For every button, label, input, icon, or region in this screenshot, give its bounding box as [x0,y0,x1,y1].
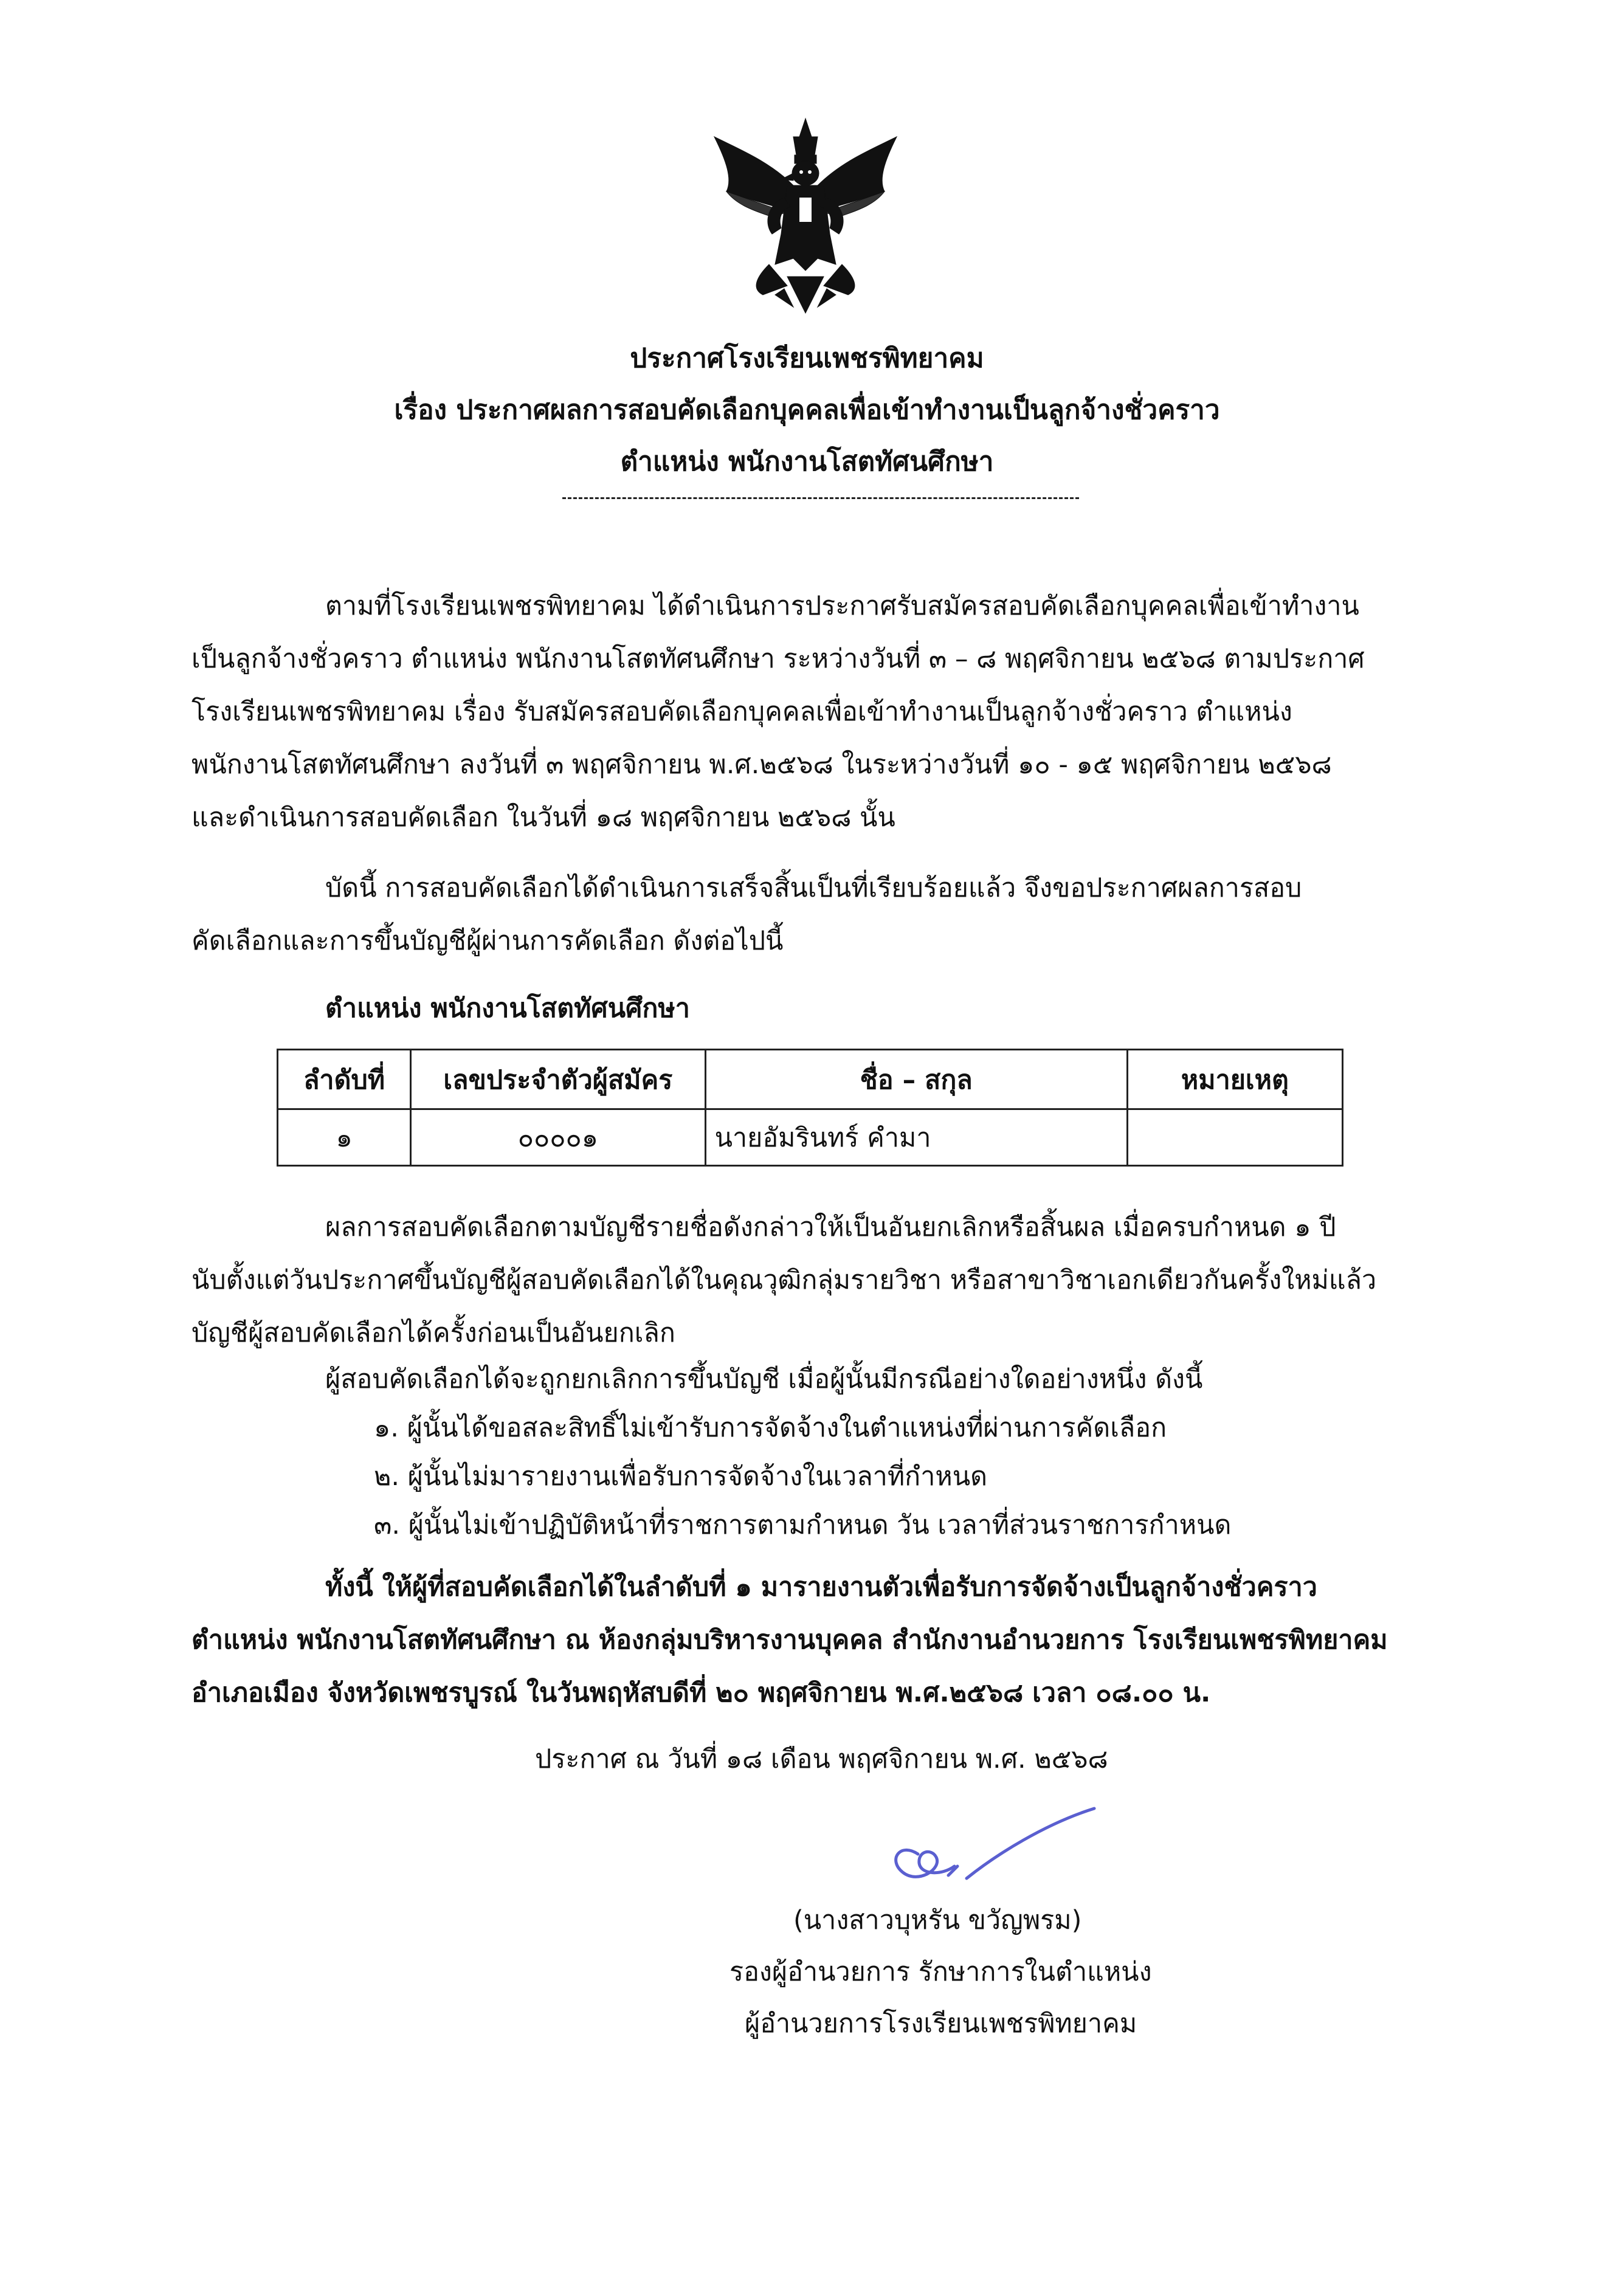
cell-applicant-id: ๐๐๐๐๑ [411,1109,705,1166]
paragraph2-line-1: บัดนี้ การสอบคัดเลือกได้ดำเนินการเสร็จสิ้นเป็นที่เรียบร้อยแล้ว จึงขอประกาศผลการสอบ [325,873,1302,903]
condition-item-3: ๓. ผู้นั้นไม่เข้าปฏิบัติหน้าที่ราชการตามกำหนด วัน เวลาที่ส่วนราชการกำหนด [374,1510,1232,1540]
paragraph1-line-3: โรงเรียนเพชรพิทยาคม เรื่อง รับสมัครสอบคัดเลือกบุคคลเพื่อเข้าทำงานเป็นลูกจ้างชั่วคราว ตำแหน่ง [191,697,1292,727]
cell-note [1127,1109,1342,1166]
condition-item-2: ๒. ผู้นั้นไม่มารายงานเพื่อรับการจัดจ้างในเวลาที่กำหนด [374,1461,988,1492]
paragraph1-line-2: เป็นลูกจ้างชั่วคราว ตำแหน่ง พนักงานโสตทัศนศึกษา ระหว่างวันที่ ๓ – ๘ พฤศจิกายน ๒๕๖๘ ตามประกาศ [191,644,1365,674]
column-header-note: หมายเหตุ [1127,1050,1342,1109]
cell-order: ๑ [278,1109,411,1166]
cell-name: นายอัมรินทร์ คำมา [705,1109,1127,1166]
paragraph3-line-3: บัญชีผู้สอบคัดเลือกได้ครั้งก่อนเป็นอันยกเลิก [191,1318,675,1348]
position-heading: ตำแหน่ง พนักงานโสตทัศนศึกษา [325,993,690,1024]
table-header-row [278,1050,1343,1109]
handwritten-signature [875,1799,1119,1891]
column-header-order: ลำดับที่ [278,1050,411,1109]
paragraph5-line-1: ทั้งนี้ ให้ผู้ที่สอบคัดเลือกได้ในลำดับที่ ๑ มารายงานตัวเพื่อรับการจัดจ้างเป็นลูกจ้างชั่วคราว [325,1572,1317,1602]
announce-date: ประกาศ ณ วันที่ ๑๘ เดือน พฤศจิกายน พ.ศ. ๒๕๖๘ [535,1744,1108,1774]
header-line-1: ประกาศโรงเรียนเพชรพิทยาคม [630,343,984,374]
results-table [277,1049,1343,1167]
column-header-name: ชื่อ – สกุล [705,1050,1127,1109]
paragraph5-line-2: ตำแหน่ง พนักงานโสตทัศนศึกษา ณ ห้องกลุ่มบริหารงานบุคคล สำนักงานอำนวยการ โรงเรียนเพชรพิทยาคม [191,1625,1388,1655]
signer-name: (นางสาวบุหรัน ขวัญพรม) [793,1905,1082,1936]
paragraph3-line-2: นับตั้งแต่วันประกาศขึ้นบัญชีผู้สอบคัดเลือกได้ในคุณวุฒิกลุ่มรายวิชา หรือสาขาวิชาเอกเดียวกันครั้งใหม่แล้ว [191,1265,1377,1295]
garuda-emblem-icon [702,112,909,319]
column-header-applicant-id: เลขประจำตัวผู้สมัคร [411,1050,705,1109]
paragraph4: ผู้สอบคัดเลือกได้จะถูกยกเลิกการขึ้นบัญชี เมื่อผู้นั้นมีกรณีอย่างใดอย่างหนึ่ง ดังนี้ [325,1364,1203,1394]
paragraph5-line-3: อำเภอเมือง จังหวัดเพชรบูรณ์ ในวันพฤหัสบดีที่ ๒๐ พฤศจิกายน พ.ศ.๒๕๖๘ เวลา ๐๘.๐๐ น. [191,1678,1211,1708]
paragraph2-line-2: คัดเลือกและการขึ้นบัญชีผู้ผ่านการคัดเลือก ดังต่อไปนี้ [191,926,784,956]
signer-title-2: ผู้อำนวยการโรงเรียนเพชรพิทยาคม [745,2008,1137,2039]
signer-title-1: รองผู้อำนวยการ รักษาการในตำแหน่ง [729,1957,1152,1987]
table-row [278,1109,1343,1166]
header-line-2: เรื่อง ประกาศผลการสอบคัดเลือกบุคคลเพื่อเข้าทำงานเป็นลูกจ้างชั่วคราว [394,395,1220,426]
paragraph1-line-4: พนักงานโสตทัศนศึกษา ลงวันที่ ๓ พฤศจิกายน พ.ศ.๒๕๖๘ ในระหว่างวันที่ ๑๐ - ๑๕ พฤศจิกายน ๒๕๖๘ [191,750,1332,780]
paragraph1-line-1: ตามที่โรงเรียนเพชรพิทยาคม ได้ดำเนินการประกาศรับสมัครสอบคัดเลือกบุคคลเพื่อเข้าทำงาน [325,591,1359,621]
paragraph3-line-1: ผลการสอบคัดเลือกตามบัญชีรายชื่อดังกล่าวให้เป็นอันยกเลิกหรือสิ้นผล เมื่อครบกำหนด ๑ ปี [325,1212,1336,1243]
paragraph1-line-5: และดำเนินการสอบคัดเลือก ในวันที่ ๑๘ พฤศจิกายน ๒๕๖๘ นั้น [191,802,895,833]
header-line-3: ตำแหน่ง พนักงานโสตทัศนศึกษา [620,446,994,477]
header-divider [562,497,1079,499]
condition-item-1: ๑. ผู้นั้นได้ขอสละสิทธิ์ไม่เข้ารับการจัดจ้างในตำแหน่งที่ผ่านการคัดเลือก [374,1413,1167,1443]
